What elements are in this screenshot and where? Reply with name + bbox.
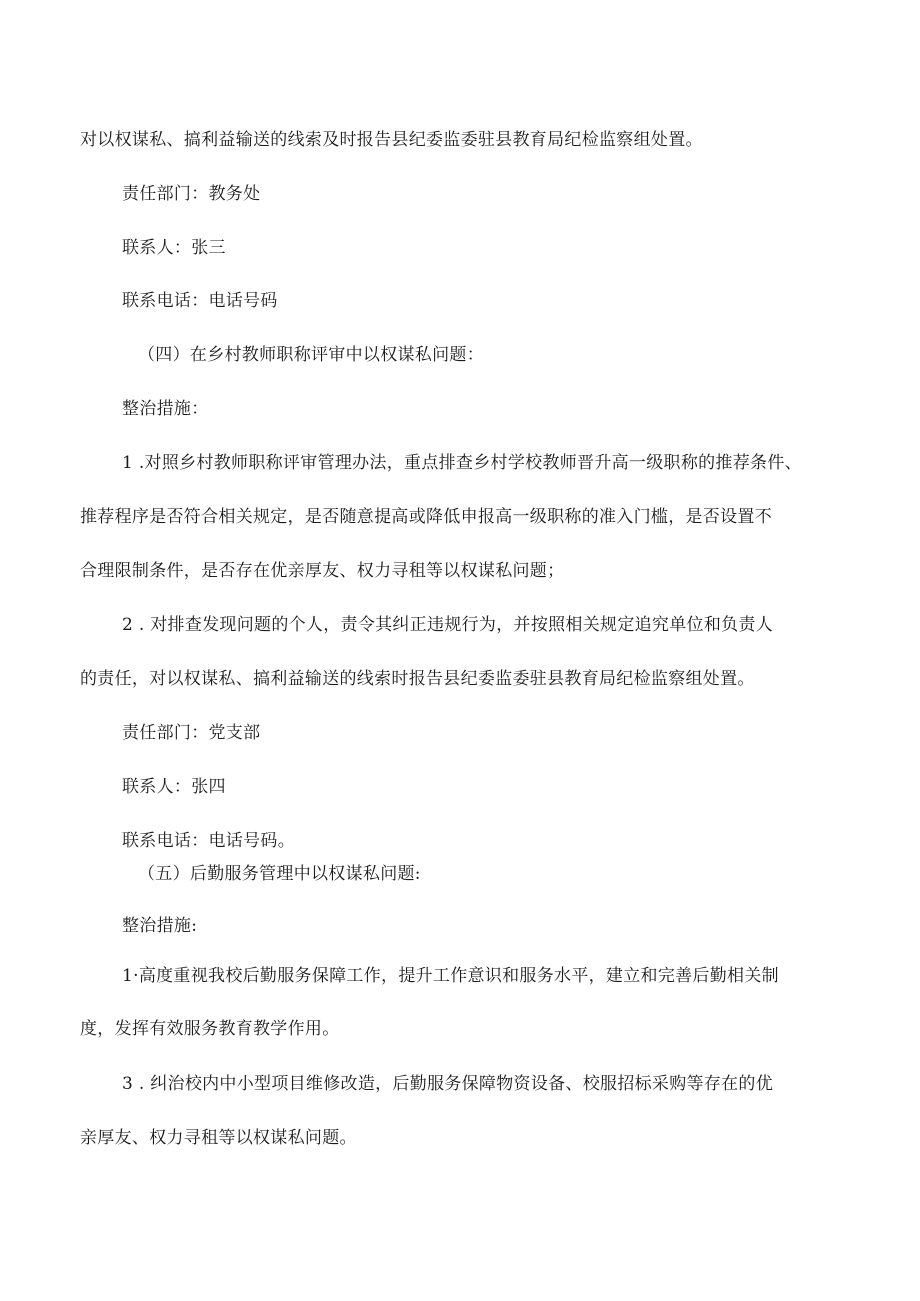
measures-label-5: 整治措施:: [122, 916, 198, 936]
responsible-department-1: 责任部门：教务处: [122, 184, 261, 204]
item-4-1-line-2: 推荐程序是否符合相关规定，是否随意提高或降低申报高一级职称的准入门槛，是否设置不: [80, 507, 772, 527]
item-5-3-line-2: 亲厚友、权力寻租等以权谋私问题。: [80, 1128, 357, 1148]
paragraph-continuation: 对以权谋私、搞利益输送的线索及时报告县纪委监委驻县教育局纪检监察组处置。: [80, 130, 703, 150]
item-5-3-line-1: 3 . 纠治校内中小型项目维修改造，后勤服务保障物资设备、校服招标采购等存在的优: [122, 1074, 774, 1094]
measures-label-4: 整治措施：: [122, 399, 209, 419]
section-5-heading: （五）后勤服务管理中以权谋私问题:: [138, 864, 421, 884]
responsible-department-2: 责任部门：党支部: [122, 723, 261, 743]
item-5-1-line-2: 度，发挥有效服务教育教学作用。: [80, 1019, 340, 1039]
contact-phone-1: 联系电话：电话号码: [122, 291, 278, 311]
item-4-2-line-1: 2 . 对排查发现问题的个人，责令其纠正违规行为，并按照相关规定追究单位和负责人: [122, 615, 774, 635]
contact-person-1: 联系人：张三: [122, 238, 226, 258]
section-4-heading: （四）在乡村教师职称评审中以权谋私问题：: [138, 345, 484, 365]
item-5-1-line-1: 1·高度重视我校后勤服务保障工作，提升工作意识和服务水平，建立和完善后勤相关制: [122, 966, 779, 986]
contact-person-2: 联系人：张四: [122, 777, 226, 797]
contact-phone-2: 联系电话：电话号码。: [122, 831, 295, 851]
item-4-1-line-1: 1 .对照乡村教师职称评审管理办法，重点排查乡村学校教师晋升高一级职称的推荐条件、: [122, 453, 802, 473]
item-4-2-line-2: 的责任，对以权谋私、搞利益输送的线索时报告县纪委监委驻县教育局纪检监察组处置。: [80, 669, 755, 689]
item-4-1-line-3: 合理限制条件，是否存在优亲厚友、权力寻租等以权谋私问题；: [80, 561, 565, 581]
